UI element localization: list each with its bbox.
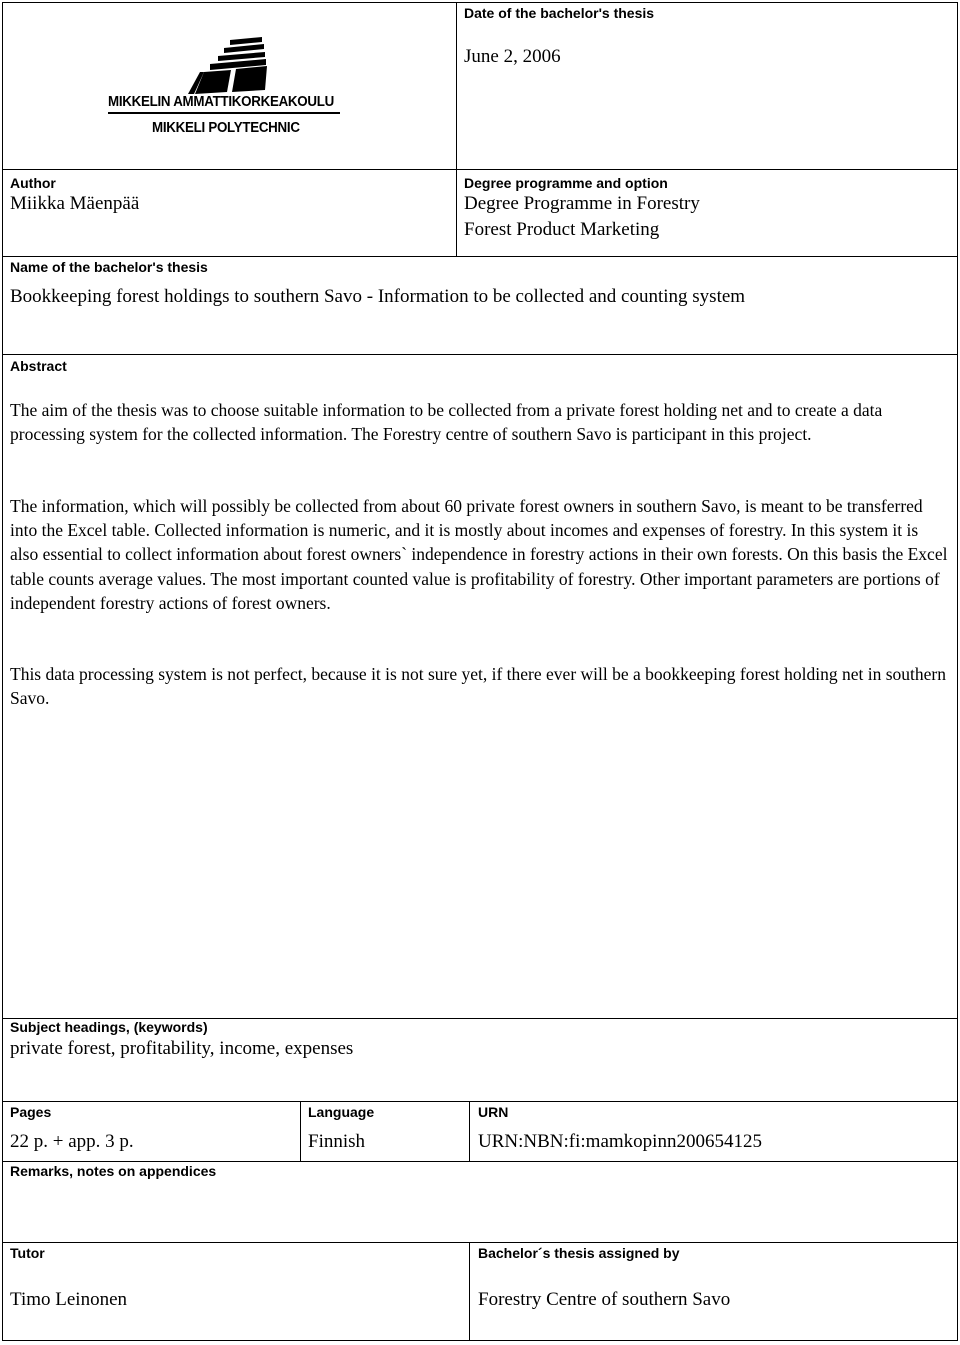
logo-rule xyxy=(108,112,340,114)
author-value: Miikka Mäenpää xyxy=(10,193,140,214)
pages-label: Pages xyxy=(10,1104,52,1120)
abstract-label: Abstract xyxy=(10,358,67,374)
assigned-label: Bachelor´s thesis assigned by xyxy=(478,1245,680,1261)
degree-line2: Forest Product Marketing xyxy=(464,219,660,240)
pages-value: 22 p. + app. 3 p. xyxy=(10,1131,134,1152)
abstract-paragraph-1: The aim of the thesis was to choose suitable information to be collected from a private forest holding net and to create a data processing system for the collected information. The Forestry centre of southern Savo is participant in this project. xyxy=(10,400,883,445)
urn-label: URN xyxy=(478,1104,509,1120)
assigned-value: Forestry Centre of southern Savo xyxy=(478,1289,731,1310)
book-logo-icon xyxy=(108,36,340,94)
date-label: Date of the bachelor's thesis xyxy=(464,5,655,21)
keywords-label: Subject headings, (keywords) xyxy=(10,1019,208,1035)
abstract-paragraph-3: This data processing system is not perfect, because it is not sure yet, if there ever will be a bookkeeping forest holding net in southern Savo. xyxy=(10,664,947,709)
degree-label: Degree programme and option xyxy=(464,175,668,191)
keywords-value: private forest, profitability, income, expenses xyxy=(10,1038,354,1059)
language-label: Language xyxy=(308,1104,375,1120)
remarks-label: Remarks, notes on appendices xyxy=(10,1163,217,1179)
urn-value: URN:NBN:fi:mamkopinn200654125 xyxy=(478,1131,762,1152)
date-value: June 2, 2006 xyxy=(464,46,561,67)
logo-line1: MIKKELIN AMMATTIKORKEAKOULU xyxy=(108,94,334,110)
institution-logo xyxy=(108,36,343,140)
tutor-value: Timo Leinonen xyxy=(10,1289,127,1310)
logo-line2: MIKKELI POLYTECHNIC xyxy=(152,120,300,136)
date-cell xyxy=(456,2,958,170)
tutor-label: Tutor xyxy=(10,1245,45,1261)
degree-line1: Degree Programme in Forestry xyxy=(464,193,700,214)
thesis-name-label: Name of the bachelor's thesis xyxy=(10,259,208,275)
language-value: Finnish xyxy=(308,1131,366,1152)
abstract-paragraph-2: The information, which will possibly be collected from about 60 private forest owners in southern Savo, is meant to be transferred into the Excel table. Collected information is numeric, and it is mostly about incomes and expenses of forestry. In this system it is also essential to collect information about forest owners` independence in forestry actions in their own forests. On this basis the Excel table counts average values. The most important counted value is profitability of forestry. Other important parameters are portions of independent forestry actions of forest owners. xyxy=(10,496,948,613)
thesis-name-value: Bookkeeping forest holdings to southern Savo - Information to be collected and counting system xyxy=(10,286,746,307)
author-label: Author xyxy=(10,175,56,191)
